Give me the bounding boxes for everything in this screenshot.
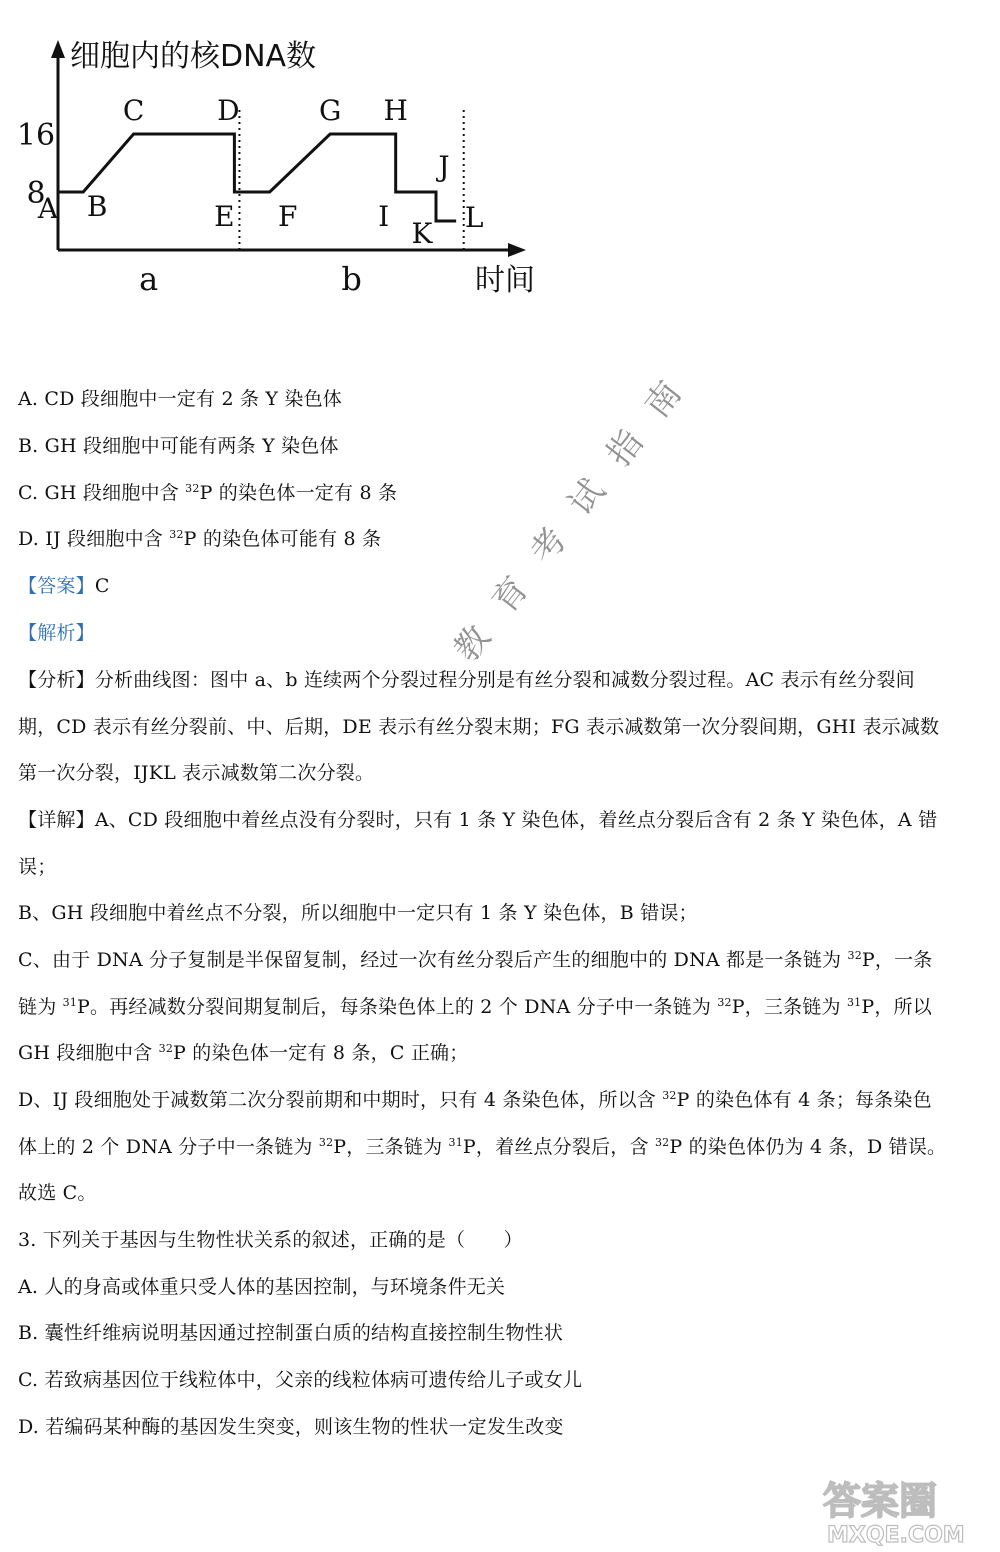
dna-curve	[58, 134, 456, 221]
conclusion-line: 故选 C。	[18, 1182, 97, 1204]
option-a: A. CD 段细胞中一定有 2 条 Y 染色体	[18, 388, 343, 410]
analysis-line-3: 第一次分裂，IJKL 表示减数第二次分裂。	[18, 762, 375, 784]
point-label-L: L	[464, 201, 484, 234]
point-label-A: A	[37, 192, 59, 225]
question-3-option-b: B. 囊性纤维病说明基因通过控制蛋白质的结构直接控制生物性状	[18, 1322, 564, 1344]
point-label-H: H	[383, 94, 408, 127]
x-axis-label: 时间	[475, 263, 535, 298]
logo-text: 答案圈	[823, 1479, 938, 1523]
detail-c-line-1: C、由于 DNA 分子复制是半保留复制，经过一次有丝分裂后产生的细胞中的 DNA 都是一条链为 $^{32}$P，一条	[18, 949, 933, 971]
detail-c-line-2: 链为 $^{31}$P。再经减数分裂间期复制后，每条染色体上的 2 个 DNA 分子中一条链为 $^{32}$P，三条链为 $^{31}$P，所以	[18, 996, 932, 1018]
point-label-D: D	[217, 94, 240, 127]
chart-title: 细胞内的核DNA数	[70, 39, 317, 74]
detail-b-line: B、GH 段细胞中着丝点不分裂，所以细胞中一定只有 1 条 Y 染色体，B 错误；	[18, 902, 698, 924]
watermark: 教育考试指南	[446, 351, 707, 670]
y-axis-arrow	[51, 40, 65, 58]
analysis-line-2: 期，CD 表示有丝分裂前、中、后期，DE 表示有丝分裂末期；FG 表示减数第一次分裂间期，GHI 表示减数	[18, 716, 940, 738]
question-3-option-a: A. 人的身高或体重只受人体的基因控制，与环境条件无关	[18, 1276, 506, 1298]
phase-label-b: b	[341, 260, 362, 298]
logo-url: MXQE.COM	[827, 1523, 965, 1548]
answer-line: 【答案】C	[18, 575, 110, 597]
question-3-stem: 3. 下列关于基因与生物性状关系的叙述，正确的是（ ）	[18, 1229, 523, 1251]
option-c: C. GH 段细胞中含 $^{32}$P 的染色体一定有 8 条	[18, 482, 398, 504]
analysis-tag: 【解析】	[18, 622, 95, 644]
point-label-G: G	[318, 94, 342, 127]
detail-d-line-2: 体上的 2 个 DNA 分子中一条链为 $^{32}$P，三条链为 $^{31}$P，着丝点分裂后，含 $^{32}$P 的染色体仍为 4 条，D 错误。	[18, 1136, 947, 1158]
chart-labels	[17, 39, 535, 298]
point-label-F: F	[277, 200, 298, 233]
option-d: D. IJ 段细胞中含 $^{32}$P 的染色体可能有 8 条	[18, 528, 382, 550]
detail-a-line-1: 【详解】A、CD 段细胞中着丝点没有分裂时，只有 1 条 Y 染色体，着丝点分裂后含有 2 条 Y 染色体，A 错	[18, 809, 938, 831]
point-label-I: I	[378, 200, 390, 233]
detail-a-line-2: 误；	[18, 856, 57, 878]
y-tick-label-8: 8	[26, 176, 46, 211]
site-logo	[815, 1470, 995, 1550]
y-tick-label-16: 16	[16, 118, 56, 153]
dna-content-chart	[0, 0, 560, 320]
point-label-E: E	[214, 200, 235, 233]
analysis-line-1: 【分析】分析曲线图：图中 a、b 连续两个分裂过程分别是有丝分裂和减数分裂过程。AC 表示有丝分裂间	[18, 669, 915, 691]
option-b: B. GH 段细胞中可能有两条 Y 染色体	[18, 435, 339, 457]
question-3-option-d: D. 若编码某种酶的基因发生突变，则该生物的性状一定发生改变	[18, 1416, 564, 1438]
x-axis-arrow	[508, 243, 526, 257]
point-label-K: K	[411, 217, 433, 250]
chart-marks	[58, 106, 464, 250]
point-label-C: C	[122, 94, 145, 127]
detail-c-line-3: GH 段细胞中含 $^{32}$P 的染色体一定有 8 条，C 正确；	[18, 1042, 469, 1064]
question-3-option-c: C. 若致病基因位于线粒体中，父亲的线粒体病可遗传给儿子或女儿	[18, 1369, 583, 1391]
phase-label-a: a	[139, 260, 159, 298]
detail-d-line-1: D、IJ 段细胞处于减数第二次分裂前期和中期时，只有 4 条染色体，所以含 $^{32}$P 的染色体有 4 条；每条染色	[18, 1089, 932, 1111]
point-label-B: B	[86, 190, 108, 223]
point-label-J: J	[438, 150, 450, 183]
